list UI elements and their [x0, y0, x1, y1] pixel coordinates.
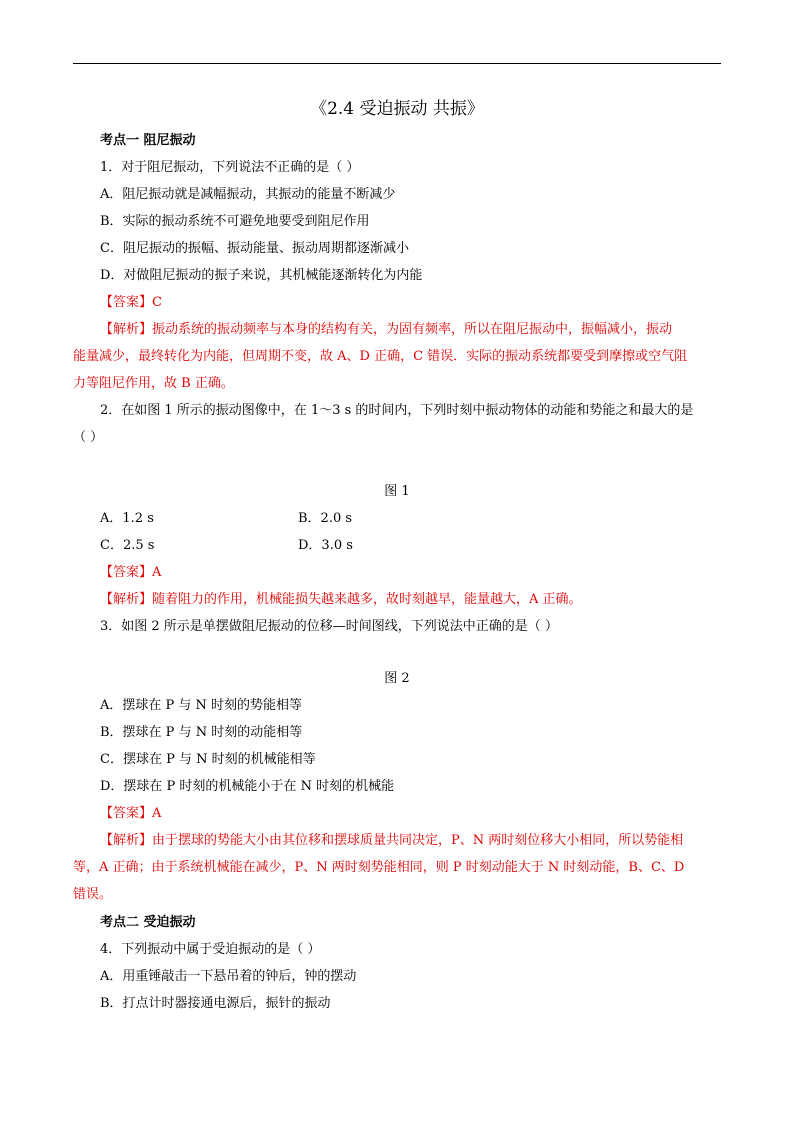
q2-stem-2: （ ）: [73, 430, 104, 445]
q1-explanation-2: 能量减少，最终转化为内能，但周期不变，故 A、D 正确，C 错误．实际的振动系统都要受到摩擦或空气阻: [73, 349, 688, 364]
q3-stem: 3．如图 2 所示是单摆做阻尼振动的位移—时间图线，下列说法中正确的是（ ）: [100, 619, 558, 634]
q2-stem-1: 2．在如图 1 所示的振动图像中，在 1～3 s 的时间内，下列时刻中振动物体的动能和势能之和最大的是: [100, 403, 694, 418]
q2-explanation: 【解析】随着阻力的作用，机械能损失越来越多，故时刻越早，能量越大，A 正确。: [100, 592, 582, 607]
q3-option-a: A．摆球在 P 与 N 时刻的势能相等: [100, 698, 303, 713]
q2-answer: 【答案】A: [100, 565, 162, 580]
q1-answer: 【答案】C: [100, 295, 162, 310]
section-heading-1: 考点一 阻尼振动: [100, 133, 196, 148]
q3-explanation-3: 错误。: [73, 887, 113, 902]
q1-explanation-1: 【解析】振动系统的振动频率与本身的结构有关，为固有频率，所以在阻尼振动中，振幅减小，振动: [100, 322, 673, 337]
section-heading-2: 考点二 受迫振动: [100, 915, 196, 930]
q3-answer: 【答案】A: [100, 806, 162, 821]
q3-option-c: C．摆球在 P 与 N 时刻的机械能相等: [100, 752, 316, 767]
q4-option-b: B．打点计时器接通电源后，振针的振动: [100, 996, 331, 1011]
figure-1-caption: 图 1: [384, 484, 410, 499]
q3-explanation-1: 【解析】由于摆球的势能大小由其位移和摆球质量共同决定，P、N 两时刻位移大小相同，所以势能相: [100, 833, 684, 848]
q4-option-a: A．用重锤敲击一下悬吊着的钟后，钟的摆动: [100, 969, 357, 984]
q3-option-d: D．摆球在 P 时刻的机械能小于在 N 时刻的机械能: [100, 779, 395, 794]
q1-option-d: D．对做阻尼振动的振子来说，其机械能逐渐转化为内能: [100, 268, 423, 283]
header-rule: [73, 63, 721, 64]
figure-2-caption: 图 2: [384, 671, 410, 686]
q1-explanation-3: 力等阻尼作用，故 B 正确。: [73, 376, 234, 391]
q1-option-b: B．实际的振动系统不可避免地要受到阻尼作用: [100, 214, 370, 229]
q3-option-b: B．摆球在 P 与 N 时刻的动能相等: [100, 725, 303, 740]
q2-option-b: B．2.0 s: [298, 511, 353, 526]
q1-option-a: A．阻尼振动就是减幅振动，其振动的能量不断减少: [100, 187, 396, 202]
q4-stem: 4．下列振动中属于受迫振动的是（ ）: [100, 942, 321, 957]
q2-option-a: A．1.2 s: [100, 511, 154, 526]
page-title: 《2.4 受迫振动 共振》: [310, 99, 484, 119]
q3-explanation-2: 等，A 正确；由于系统机械能在减少，P、N 两时刻势能相同，则 P 时刻动能大于 N 时刻动能，B、C、D: [73, 860, 685, 875]
q2-option-d: D．3.0 s: [298, 538, 353, 553]
q2-option-c: C．2.5 s: [100, 538, 155, 553]
q1-stem: 1．对于阻尼振动，下列说法不正确的是（ ）: [100, 160, 360, 175]
q1-option-c: C．阻尼振动的振幅、振动能量、振动周期都逐渐减小: [100, 241, 409, 256]
